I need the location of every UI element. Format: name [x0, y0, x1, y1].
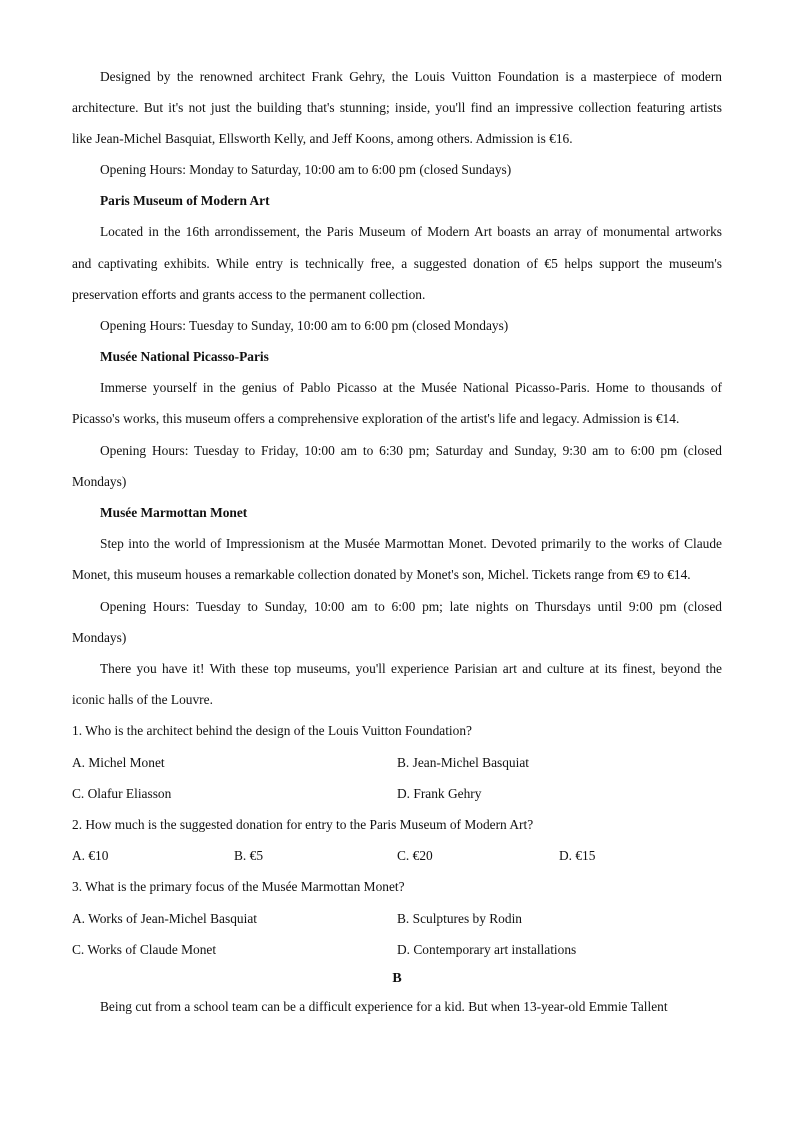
conclusion-line-1: There you have it! With these top museums, you'll experience Parisian art and culture at its finest, beyond the [100, 661, 722, 676]
q2-option-c: C. €20 [397, 848, 433, 863]
lv-desc-line-2: architecture. But it's not just the building that's stunning; inside, you'll find an impressive collection featuring artists [72, 100, 722, 115]
picasso-hours-line-2: Mondays) [72, 474, 127, 489]
lv-hours: Opening Hours: Monday to Saturday, 10:00 am to 6:00 pm (closed Sundays) [100, 162, 512, 177]
q3-option-a: A. Works of Jean-Michel Basquiat [72, 911, 257, 926]
lv-desc-line-3: like Jean-Michel Basquiat, Ellsworth Kelly, and Jeff Koons, among others. Admission is €16. [72, 131, 573, 146]
marmottan-heading: Musée Marmottan Monet [100, 505, 248, 520]
marmottan-desc-line-2: Monet, this museum houses a remarkable collection donated by Monet's son, Michel. Tickets range from €9 to €14. [72, 567, 691, 582]
modern-art-desc-line-1: Located in the 16th arrondissement, the Paris Museum of Modern Art boasts an array of monumental artworks [100, 224, 722, 239]
q2-option-b: B. €5 [234, 848, 264, 863]
marmottan-desc-line-1: Step into the world of Impressionism at the Musée Marmottan Monet. Devoted primarily to the works of Claude [100, 536, 722, 551]
q3-option-c: C. Works of Claude Monet [72, 942, 217, 957]
q2-option-a: A. €10 [72, 848, 109, 863]
section-b-title: B [392, 971, 402, 986]
q3-option-b: B. Sculptures by Rodin [397, 911, 522, 926]
q3-option-d: D. Contemporary art installations [397, 942, 577, 957]
q1-option-d: D. Frank Gehry [397, 786, 482, 801]
question-3: 3. What is the primary focus of the Musée Marmottan Monet? [72, 879, 405, 894]
conclusion-line-2: iconic halls of the Louvre. [72, 692, 213, 707]
modern-art-desc-line-3: preservation efforts and grants access to the permanent collection. [72, 287, 426, 302]
question-2: 2. How much is the suggested donation for entry to the Paris Museum of Modern Art? [72, 817, 534, 832]
modern-art-desc-line-2: and captivating exhibits. While entry is technically free, a suggested donation of €5 helps support the museum's [72, 256, 722, 271]
q1-option-a: A. Michel Monet [72, 755, 165, 770]
marmottan-hours-line-1: Opening Hours: Tuesday to Sunday, 10:00 am to 6:00 pm; late nights on Thursdays until 9:00 pm (closed [100, 599, 722, 614]
q1-option-b: B. Jean-Michel Basquiat [397, 755, 530, 770]
section-b-line-1: Being cut from a school team can be a difficult experience for a kid. But when 13-year-old Emmie Tallent [100, 999, 668, 1014]
picasso-hours-line-1: Opening Hours: Tuesday to Friday, 10:00 am to 6:30 pm; Saturday and Sunday, 9:30 am to 6:00 pm (closed [100, 443, 722, 458]
modern-art-heading: Paris Museum of Modern Art [100, 193, 270, 208]
q2-option-d: D. €15 [559, 848, 596, 863]
picasso-desc-line-2: Picasso's works, this museum offers a comprehensive exploration of the artist's life and legacy. Admission is €14. [72, 411, 680, 426]
marmottan-hours-line-2: Mondays) [72, 630, 127, 645]
q1-option-c: C. Olafur Eliasson [72, 786, 172, 801]
question-1: 1. Who is the architect behind the design of the Louis Vuitton Foundation? [72, 723, 472, 738]
picasso-desc-line-1: Immerse yourself in the genius of Pablo Picasso at the Musée National Picasso-Paris. Home to thousands of [100, 380, 722, 395]
picasso-heading: Musée National Picasso-Paris [100, 349, 269, 364]
modern-art-hours: Opening Hours: Tuesday to Sunday, 10:00 am to 6:00 pm (closed Mondays) [100, 318, 509, 333]
lv-desc-line-1: Designed by the renowned architect Frank Gehry, the Louis Vuitton Foundation is a masterpiece of modern [100, 69, 722, 84]
